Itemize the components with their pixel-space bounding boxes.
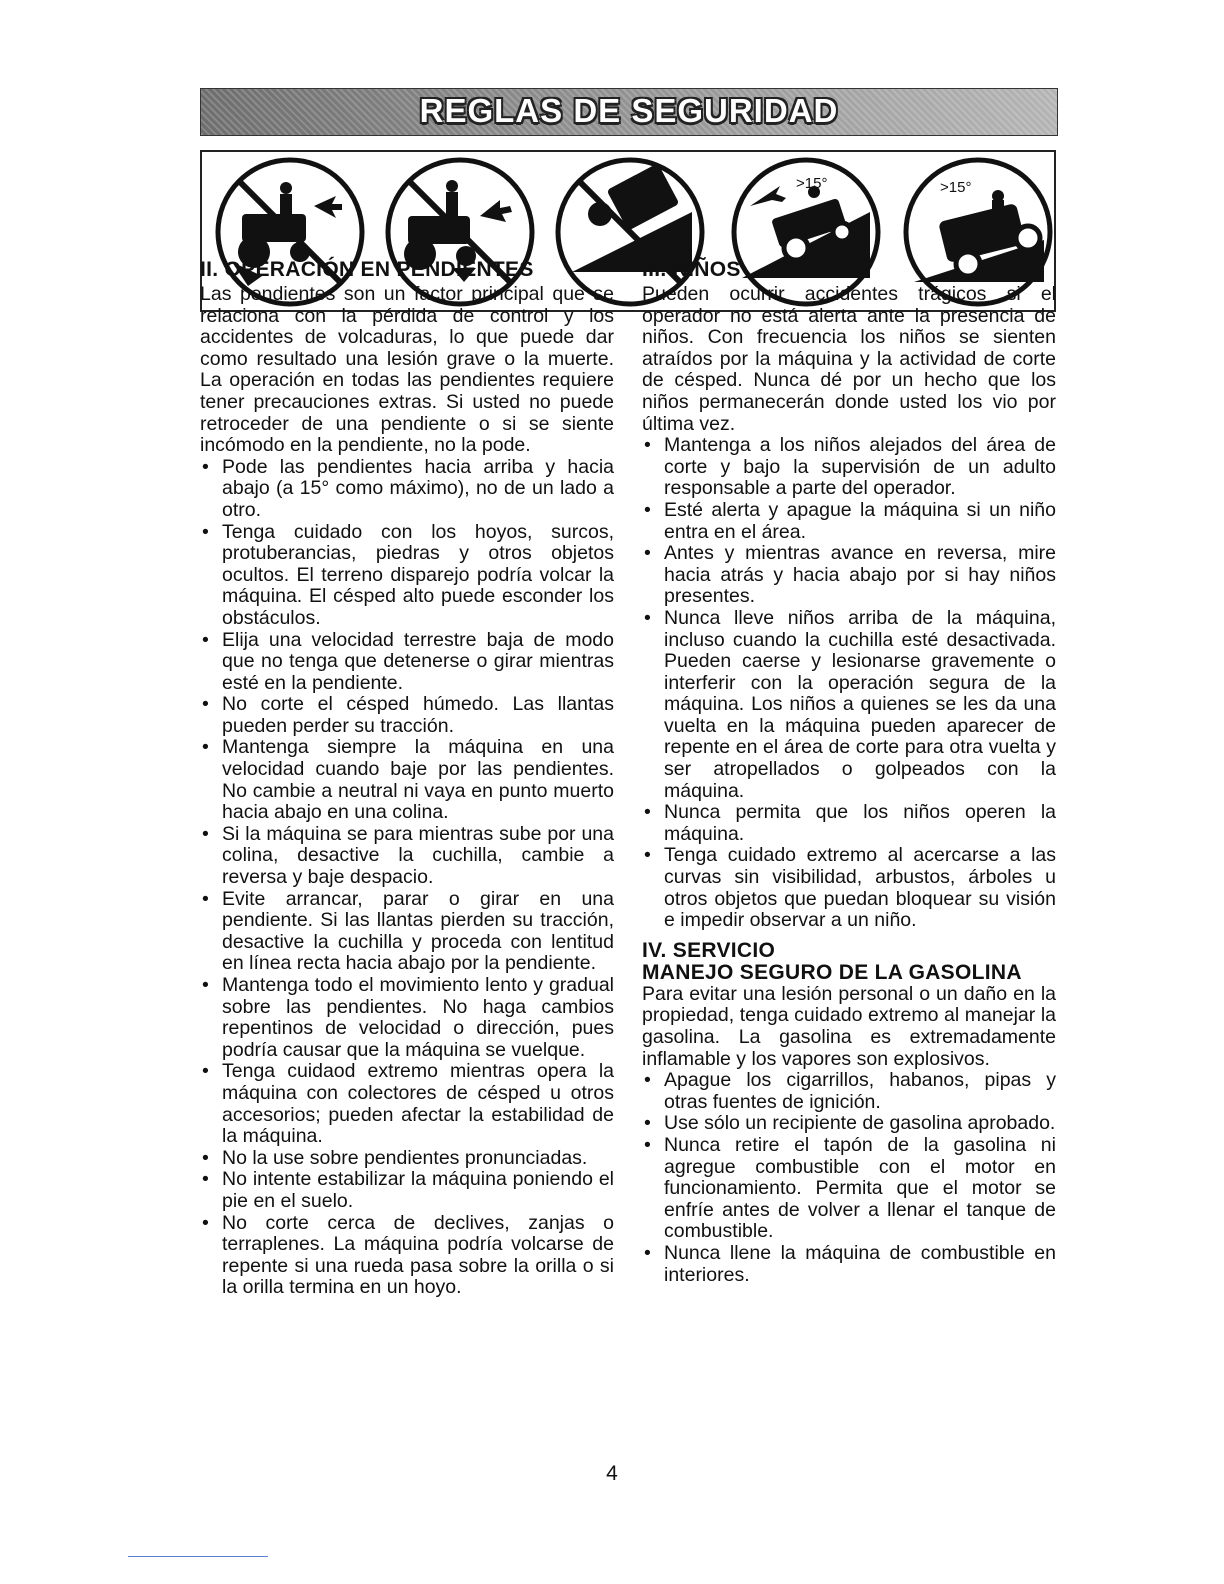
list-item: • Antes y mientras avance en reversa, mire hacia atrás y hacia abajo por si hay niños presentes. <box>642 543 1056 608</box>
slope-label-a: >15° <box>796 175 828 192</box>
left-column <box>200 258 614 1299</box>
title-banner <box>200 88 1058 136</box>
list-item: • Mantenga todo el movimiento lento y gradual sobre las pendientes. No haga cambios repentinos de velocidad o dirección, pues podría causar que la máquina se vuelque. <box>200 975 614 1061</box>
section-ii-list <box>200 457 614 1299</box>
list-item: • No intente estabilizar la máquina poniendo el pie en el suelo. <box>200 1169 614 1212</box>
section-ii-intro: Las pendientes son un factor principal que se relaciona con la pérdida de control y los accidentes de volcaduras, lo que puede dar como resultado una lesión grave o la muerte. La operación en todas las pendientes requiere tener precauciones extras. Si usted no puede retroceder de una pendiente o si se siente incómodo en la pendiente, no la pode. <box>200 283 614 457</box>
section-ii-title: II. OPERACIÓN EN PENDIENTES <box>200 258 534 281</box>
section-iii-intro: Pueden ocurrir accidentes trágicos si el operador no está alerta ante la presencia de niños. Con frecuencia los niños se sienten atraídos por la máquina y la actividad de corte de césped. Nunca dé por un hecho que los niños permanecerán donde usted los vio por última vez. <box>642 283 1056 435</box>
section-iv-intro: Para evitar una lesión personal o un daño en la propiedad, tenga cuidado extremo al manejar la gasolina. La gasolina es extremadamente inflamable y los vapores son explosivos. <box>642 982 1056 1070</box>
list-item: • No corte cerca de declives, zanjas o terraplenes. La máquina podría volcarse de repente si una rueda pasa sobre la orilla o si la orilla termina en un hoyo. <box>200 1213 614 1299</box>
list-item: • Si la máquina se para mientras sube por una colina, desactive la cuchilla, cambie a reversa y baje despacio. <box>200 824 614 889</box>
section-iv-subtitle: MANEJO SEGURO DE LA GASOLINA <box>642 960 1022 984</box>
right-column <box>642 258 1056 1286</box>
list-item: • Nunca retire el tapón de la gasolina ni agregue combustible con el motor en funcionamiento. Permita que el motor se enfríe antes de volver a llenar el tanque de combustible. <box>642 1135 1056 1243</box>
list-item: • Esté alerta y apague la máquina si un niño entra en el área. <box>642 500 1056 543</box>
section-iv-list <box>642 1070 1056 1286</box>
list-item: • Tenga cuidado con los hoyos, surcos, protuberancias, piedras y otros objetos ocultos. El terreno disparejo podría volcar la máquina. El césped alto puede esconder los obstáculos. <box>200 522 614 630</box>
list-item: • Tenga cuidaod extremo mientras opera la máquina con colectores de césped u otros accesorios; pueden afectar la estabilidad de la máquina. <box>200 1061 614 1147</box>
list-item: • Nunca permita que los niños operen la máquina. <box>642 802 1056 845</box>
list-item: • No corte el césped húmedo. Las llantas pueden perder su tracción. <box>200 694 614 737</box>
page-number: 4 <box>606 1462 618 1485</box>
list-item: • Use sólo un recipiente de gasolina aprobado. <box>642 1113 1056 1135</box>
list-item: • Elija una velocidad terrestre baja de modo que no tenga que detenerse o girar mientras esté en la pendiente. <box>200 630 614 695</box>
footer-divider <box>128 1556 268 1557</box>
slope-label-b: >15° <box>940 179 972 196</box>
list-item: • Mantenga siempre la máquina en una velocidad cuando baje por las pendientes. No cambie a neutral ni vaya en punto muerto hacia abajo en una colina. <box>200 737 614 823</box>
list-item: • Tenga cuidado extremo al acercarse a las curvas sin visibilidad, arbustos, árboles u otros objetos que puedan bloquear su visión e impedir observar a un niño. <box>642 845 1056 931</box>
list-item: • Evite arrancar, parar o girar en una pendiente. Si las llantas pierden su tracción, desactive la cuchilla y proceda con lentitud en línea recta hacia abajo por la pendiente. <box>200 889 614 975</box>
list-item: • Nunca llene la máquina de combustible en interiores. <box>642 1243 1056 1286</box>
list-item: • No la use sobre pendientes pronunciadas. <box>200 1148 614 1170</box>
section-iii-title: III. NIÑOS <box>642 258 741 281</box>
section-iv-title: IV. SERVICIO <box>642 938 776 962</box>
list-item: • Mantenga a los niños alejados del área de corte y bajo la supervisión de un adulto responsable a parte del operador. <box>642 435 1056 500</box>
list-item: • Apague los cigarrillos, habanos, pipas y otras fuentes de ignición. <box>642 1070 1056 1113</box>
list-item: • Nunca lleve niños arriba de la máquina, incluso cuando la cuchilla esté desactivada. Pueden caerse y lesionarse gravemente o interferir con la operación segura de la máquina. Los niños a quienes se les da una vuelta en la máquina pueden aparecer de repente en el área de corte para otra vuelta y ser atropellados o golpeados con la máquina. <box>642 608 1056 802</box>
list-item: • Pode las pendientes hacia arriba y hacia abajo (a 15° como máximo), no de un lado a otro. <box>200 457 614 522</box>
section-iii-list <box>642 435 1056 932</box>
page-title: REGLAS DE SEGURIDAD <box>419 92 839 129</box>
